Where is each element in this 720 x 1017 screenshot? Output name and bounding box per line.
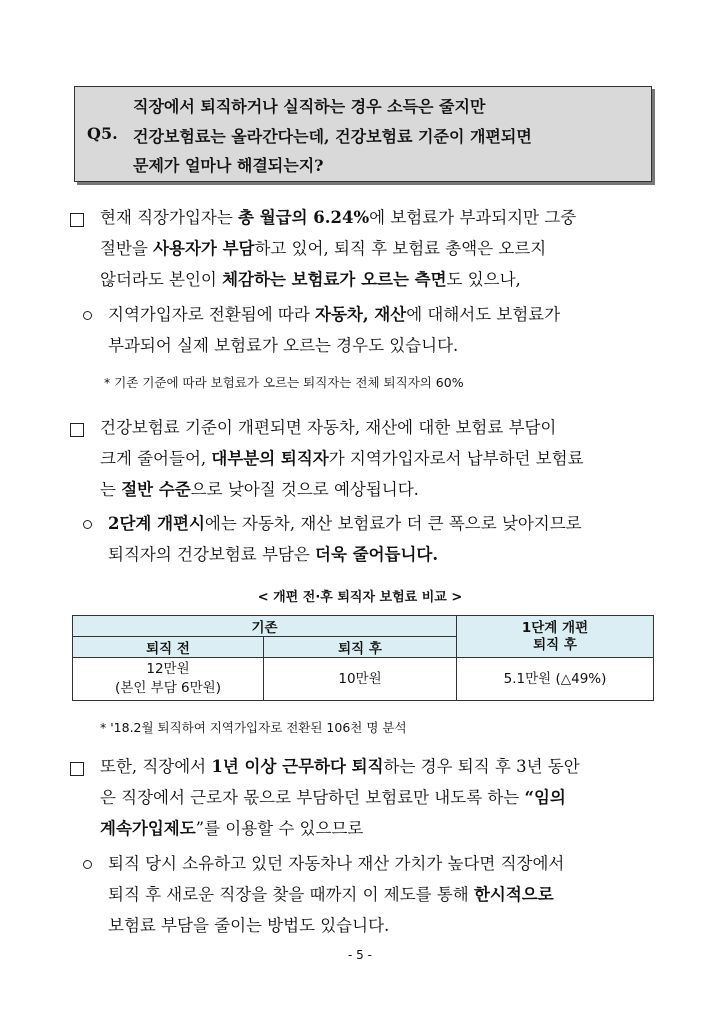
question-line: 건강보험료는 올라간다는데, 건강보험료 기준이 개편되면 xyxy=(133,127,532,146)
section3-sub-paragraph: 퇴직 당시 소유하고 있던 자동차나 재산 가치가 높다면 직장에서 퇴직 후 새로운 직장을 찾을 때까지 이 제도를 통해 한시적으로 보험료 부담을 줄이는 방법도 있습니다. xyxy=(108,854,565,935)
circle-bullet-icon xyxy=(83,860,92,869)
question-box xyxy=(74,86,652,182)
table-header-after: 퇴직 후 xyxy=(264,637,457,658)
section2-sub-paragraph: 2단계 개편시에는 자동차, 재산 보험료가 더 큰 폭으로 낮아지므로 퇴직자의 건강보험료 부담은 더욱 줄어듭니다. xyxy=(108,514,582,564)
section1-note: * 기존 기준에 따라 보험료가 오르는 퇴직자는 전체 퇴직자의 60% xyxy=(104,375,464,390)
square-bullet-icon xyxy=(70,423,84,437)
square-bullet-icon xyxy=(70,762,84,776)
square-bullet-icon xyxy=(70,213,84,227)
section1-paragraph: 현재 직장가입자는 총 월급의 6.24%에 보험료가 부과되지만 그중 절반을 사용자가 부담하고 있어, 퇴직 후 보험료 총액은 오르지 않더라도 본인이 체감하는 보험료가 오르는 측면도 있으나, xyxy=(100,208,577,289)
section3-paragraph: 또한, 직장에서 1년 이상 근무하다 퇴직하는 경우 퇴직 후 3년 동안 은 직장에서 근로자 몫으로 부담하던 보험료만 내도록 하는 “임의 계속가입제도”를 이용할 수 있으므로 xyxy=(100,757,580,838)
table-cell: 12만원 (본인 부담 6만원) xyxy=(73,658,264,701)
section1-sub-paragraph: 지역가입자로 전환됨에 따라 자동차, 재산에 대해서도 보험료가 부과되어 실제 보험료가 오르는 경우도 있습니다. xyxy=(108,305,561,355)
page-number: - 5 - xyxy=(348,948,372,962)
question-number: Q5. xyxy=(87,124,118,143)
table-row xyxy=(73,658,654,701)
circle-bullet-icon xyxy=(83,311,92,320)
table-header-group: 기존 xyxy=(73,616,457,637)
circle-bullet-icon xyxy=(83,520,92,529)
question-line: 직장에서 퇴직하거나 실직하는 경우 소득은 줄지만 xyxy=(133,97,486,116)
table-note: * '18.2월 퇴직하여 지역가입자로 전환된 106천 명 분석 xyxy=(100,720,407,735)
section2-paragraph: 건강보험료 기준이 개편되면 자동차, 재산에 대한 보험료 부담이 크게 줄어들어, 대부분의 퇴직자가 지역가입자로서 납부하던 보험료 는 절반 수준으로 낮아질 것으로 예상됩니다. xyxy=(100,418,584,499)
table-header-before: 퇴직 전 xyxy=(73,637,264,658)
table-header-reform: 1단계 개편 퇴직 후 xyxy=(457,616,654,658)
table-cell: 10만원 xyxy=(264,658,457,701)
question-line: 문제가 얼마나 해결되는지? xyxy=(133,156,324,175)
comparison-table xyxy=(72,615,654,701)
table-cell: 5.1만원 (△49%) xyxy=(457,658,654,701)
table-title: < 개편 전·후 퇴직자 보험료 비교 > xyxy=(257,590,463,605)
